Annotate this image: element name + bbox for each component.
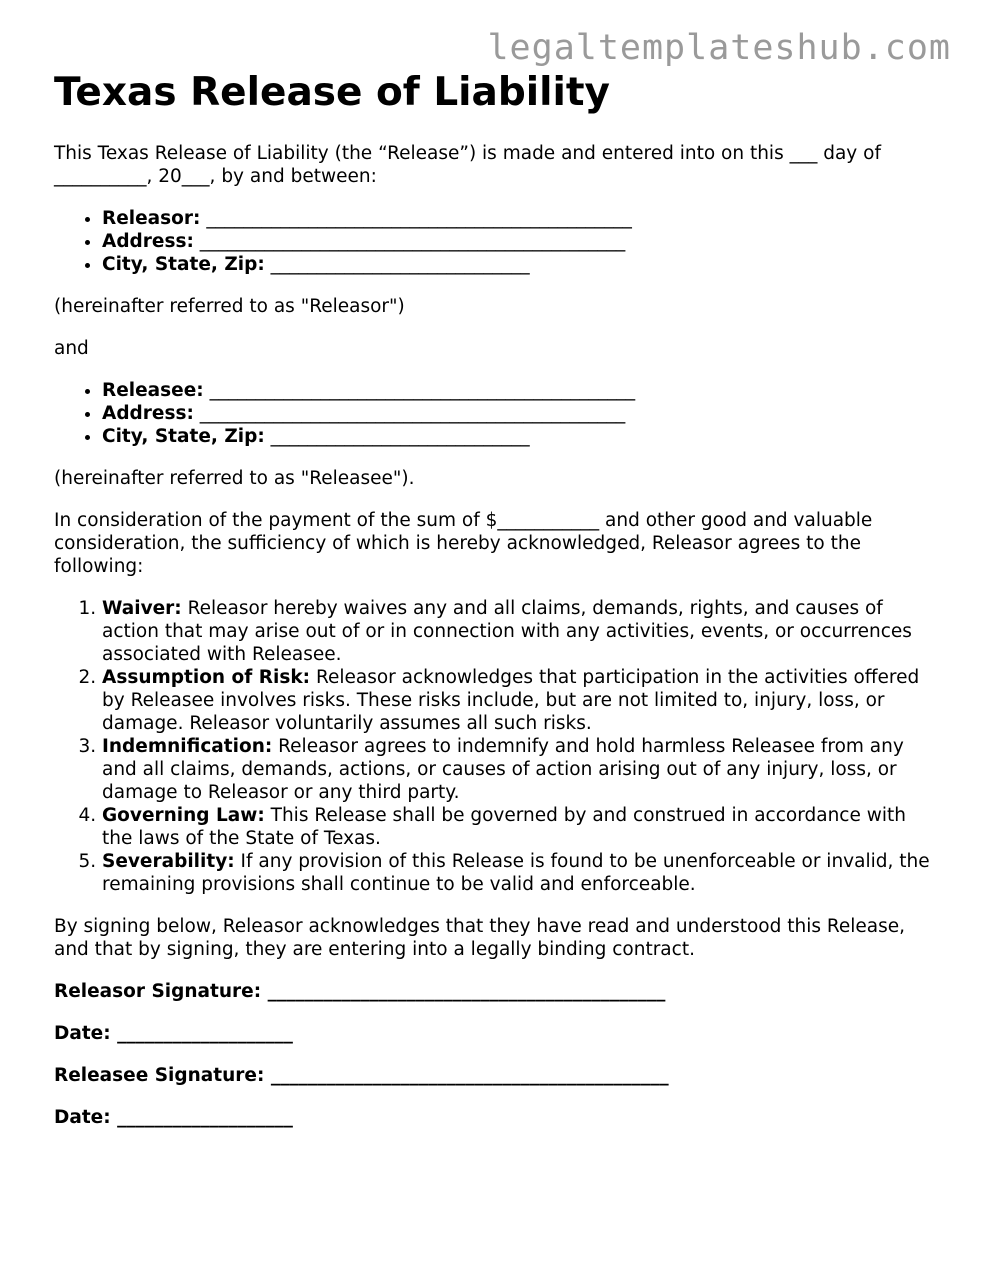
term-text: If any provision of this Release is found to be unenforceable or invalid, the remaining provisions shall continue to be valid and enforceable. bbox=[102, 851, 930, 895]
blank-line: ____________________________ bbox=[270, 426, 530, 447]
page-title: Texas Release of Liability bbox=[54, 70, 610, 115]
releasee-name-field bbox=[102, 379, 934, 402]
releasee-city-field bbox=[102, 425, 934, 448]
field-label: Releasee: bbox=[102, 380, 204, 401]
releasor-fields bbox=[54, 207, 934, 276]
blank-line: ______________________________________________ bbox=[209, 380, 636, 401]
blank-line: ____________________________ bbox=[270, 254, 530, 275]
date-label: Date: bbox=[54, 1107, 111, 1128]
releasor-name-field bbox=[102, 207, 934, 230]
term-assumption-of-risk bbox=[102, 666, 934, 735]
intro-paragraph: This Texas Release of Liability (the “Release”) is made and entered into on this ___ day of __________, 20___, by and between: bbox=[54, 143, 881, 187]
consideration-paragraph: In consideration of the payment of the sum of $___________ and other good and valuable consideration, the sufficiency of which is hereby acknowledged, Releasor agrees to the following: bbox=[54, 510, 873, 577]
releasee-fields bbox=[54, 379, 934, 448]
field-label: Address: bbox=[102, 231, 194, 252]
field-label: City, State, Zip: bbox=[102, 254, 265, 275]
term-label: Indemnification: bbox=[102, 736, 273, 757]
term-text: Releasor hereby waives any and all claims, demands, rights, and causes of action that may arise out of or in connection with any activities, events, or occurrences associated with Releasee. bbox=[102, 598, 912, 665]
term-indemnification bbox=[102, 735, 934, 804]
field-label: Address: bbox=[102, 403, 194, 424]
closing-paragraph: By signing below, Releasor acknowledges that they have read and understood this Release, and that by signing, they are entering into a legally binding contract. bbox=[54, 916, 906, 960]
releasor-city-field bbox=[102, 253, 934, 276]
blank-line: ___________________________________________ bbox=[267, 981, 666, 1002]
blank-line: ___________________ bbox=[117, 1107, 293, 1128]
blank-line: ______________________________________________ bbox=[199, 231, 626, 252]
signature-label: Releasee Signature: bbox=[54, 1065, 265, 1086]
document-page bbox=[54, 68, 934, 1148]
term-severability bbox=[102, 850, 934, 896]
terms-list bbox=[54, 597, 934, 896]
blank-line: ______________________________________________ bbox=[199, 403, 626, 424]
term-label: Assumption of Risk: bbox=[102, 667, 311, 688]
term-label: Severability: bbox=[102, 851, 235, 872]
blank-line: ___________________ bbox=[117, 1023, 293, 1044]
term-text: Releasor agrees to indemnify and hold harmless Releasee from any and all claims, demands, actions, or causes of action arising out of any injury, loss, or damage to Releasor or any third party. bbox=[102, 736, 904, 803]
term-label: Waiver: bbox=[102, 598, 182, 619]
term-text: Releasor acknowledges that participation in the activities offered by Releasee involves risks. These risks include, but are not limited to, injury, loss, or damage. Releasor voluntarily assumes all such risks. bbox=[102, 667, 920, 734]
and-text: and bbox=[54, 338, 89, 359]
term-governing-law bbox=[102, 804, 934, 850]
watermark: legaltemplateshub.com bbox=[487, 28, 951, 68]
releasor-date-line bbox=[54, 1022, 934, 1045]
releasor-referred: (hereinafter referred to as "Releasor") bbox=[54, 296, 405, 317]
releasee-address-field bbox=[102, 402, 934, 425]
term-text: This Release shall be governed by and construed in accordance with the laws of the State of Texas. bbox=[102, 805, 906, 849]
releasor-signature-line bbox=[54, 980, 934, 1003]
blank-line: ___________________________________________ bbox=[270, 1065, 669, 1086]
releasee-referred: (hereinafter referred to as "Releasee"). bbox=[54, 468, 415, 489]
date-label: Date: bbox=[54, 1023, 111, 1044]
releasor-address-field bbox=[102, 230, 934, 253]
term-label: Governing Law: bbox=[102, 805, 265, 826]
releasee-signature-line bbox=[54, 1064, 934, 1087]
signature-label: Releasor Signature: bbox=[54, 981, 262, 1002]
field-label: Releasor: bbox=[102, 208, 201, 229]
releasee-date-line bbox=[54, 1106, 934, 1129]
term-waiver bbox=[102, 597, 934, 666]
blank-line: ______________________________________________ bbox=[206, 208, 632, 229]
field-label: City, State, Zip: bbox=[102, 426, 265, 447]
